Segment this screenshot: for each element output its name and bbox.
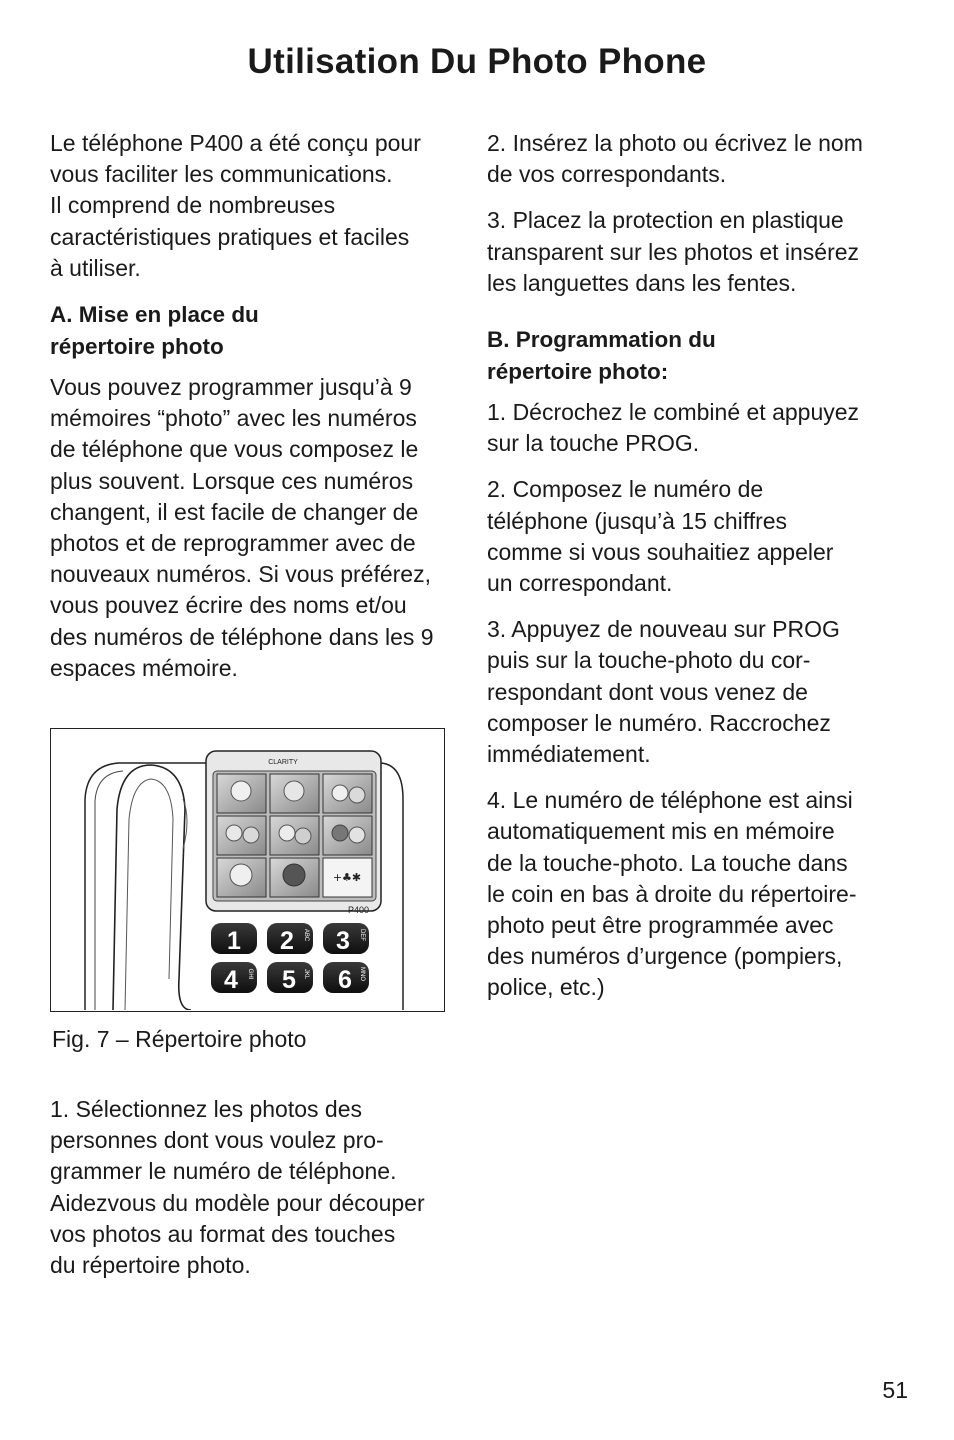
section-a-body: Vous pouvez programmer jusqu’à 9 mémoires “photo” avec les numéros de téléphone que vous composez le plus souvent. Lorsque ces numéros changent, il est facile de changer de photos et de reprogrammer avec de nouveaux numéros. Si vous préférez, vous pouvez écrire des noms et/ou des numéros de téléphone dans les 9 espaces mémoire. (50, 374, 434, 681)
svg-text:GHI: GHI (247, 968, 253, 980)
keypad (211, 923, 369, 994)
svg-text:ABC: ABC (303, 928, 309, 942)
page-title: Utilisation Du Photo Phone (247, 42, 707, 81)
b-step-3-paragraph: 3. Appuyez de nouveau sur PROG puis sur la touche-photo du cor- respondant dont vous venez de composer le numéro. Raccrochez immédiatement. (487, 616, 840, 768)
intro-paragraph: Le téléphone P400 a été conçu pour vous faciliter les communications. Il comprend de nombreuses caractéristiques pratiques et faciles à utiliser. (50, 130, 421, 281)
emergency-symbols: +♣✱ (332, 871, 362, 884)
page-number: 51 (882, 1377, 908, 1403)
b-step-2-paragraph: 2. Composez le numéro de téléphone (jusqu’à 15 chiffres comme si vous souhaitiez appeler un correspondant. (487, 476, 834, 597)
key-6 (323, 962, 369, 994)
svg-text:2: 2 (280, 927, 294, 955)
figure-caption: Fig. 7 – Répertoire photo (52, 1026, 307, 1052)
b-step-1-paragraph: 1. Décrochez le combiné et appuyez sur la touche PROG. (487, 399, 860, 457)
model-label: P400 (347, 905, 369, 915)
section-a-heading: A. Mise en place du répertoire photo (50, 302, 259, 359)
step-1-paragraph: 1. Sélectionnez les photos des personnes dont vous voulez pro- grammer le numéro de téléphone. Aidezvous du modèle pour découper vos photos au format des touches du répertoire photo. (50, 1096, 425, 1279)
phone-illustration (51, 729, 443, 1010)
left-column (50, 128, 450, 699)
b-step-4-paragraph: 4. Le numéro de téléphone est ainsi automatiquement mis en mémoire de la touche-photo. La touche dans le coin en bas à droite du répertoire- photo peut être programmée avec des numéros d’urgence (pompiers, police, etc.) (487, 787, 857, 1001)
key-4 (211, 962, 257, 994)
svg-text:DEF: DEF (359, 929, 365, 941)
phone-figure (50, 728, 445, 1012)
key-5 (267, 962, 313, 994)
svg-text:JKL: JKL (303, 968, 309, 980)
svg-text:4: 4 (224, 966, 238, 994)
handset-icon (113, 765, 191, 1010)
svg-text:5: 5 (282, 966, 296, 994)
svg-text:MNO: MNO (359, 967, 365, 981)
key-2 (267, 923, 313, 955)
step-2-paragraph: 2. Insérez la photo ou écrivez le nom de vos correspondants. (487, 130, 863, 188)
key-1 (211, 923, 257, 955)
key-3 (323, 923, 369, 955)
right-column (487, 128, 897, 1019)
brand-label: CLARITY (268, 759, 298, 766)
section-b-heading: B. Programmation du répertoire photo: (487, 327, 716, 384)
svg-text:6: 6 (338, 966, 352, 994)
svg-text:1: 1 (227, 927, 241, 955)
svg-text:3: 3 (336, 927, 350, 955)
step-3-paragraph: 3. Placez la protection en plastique transparent sur les photos et insérez les languettes dans les fentes. (487, 207, 860, 296)
